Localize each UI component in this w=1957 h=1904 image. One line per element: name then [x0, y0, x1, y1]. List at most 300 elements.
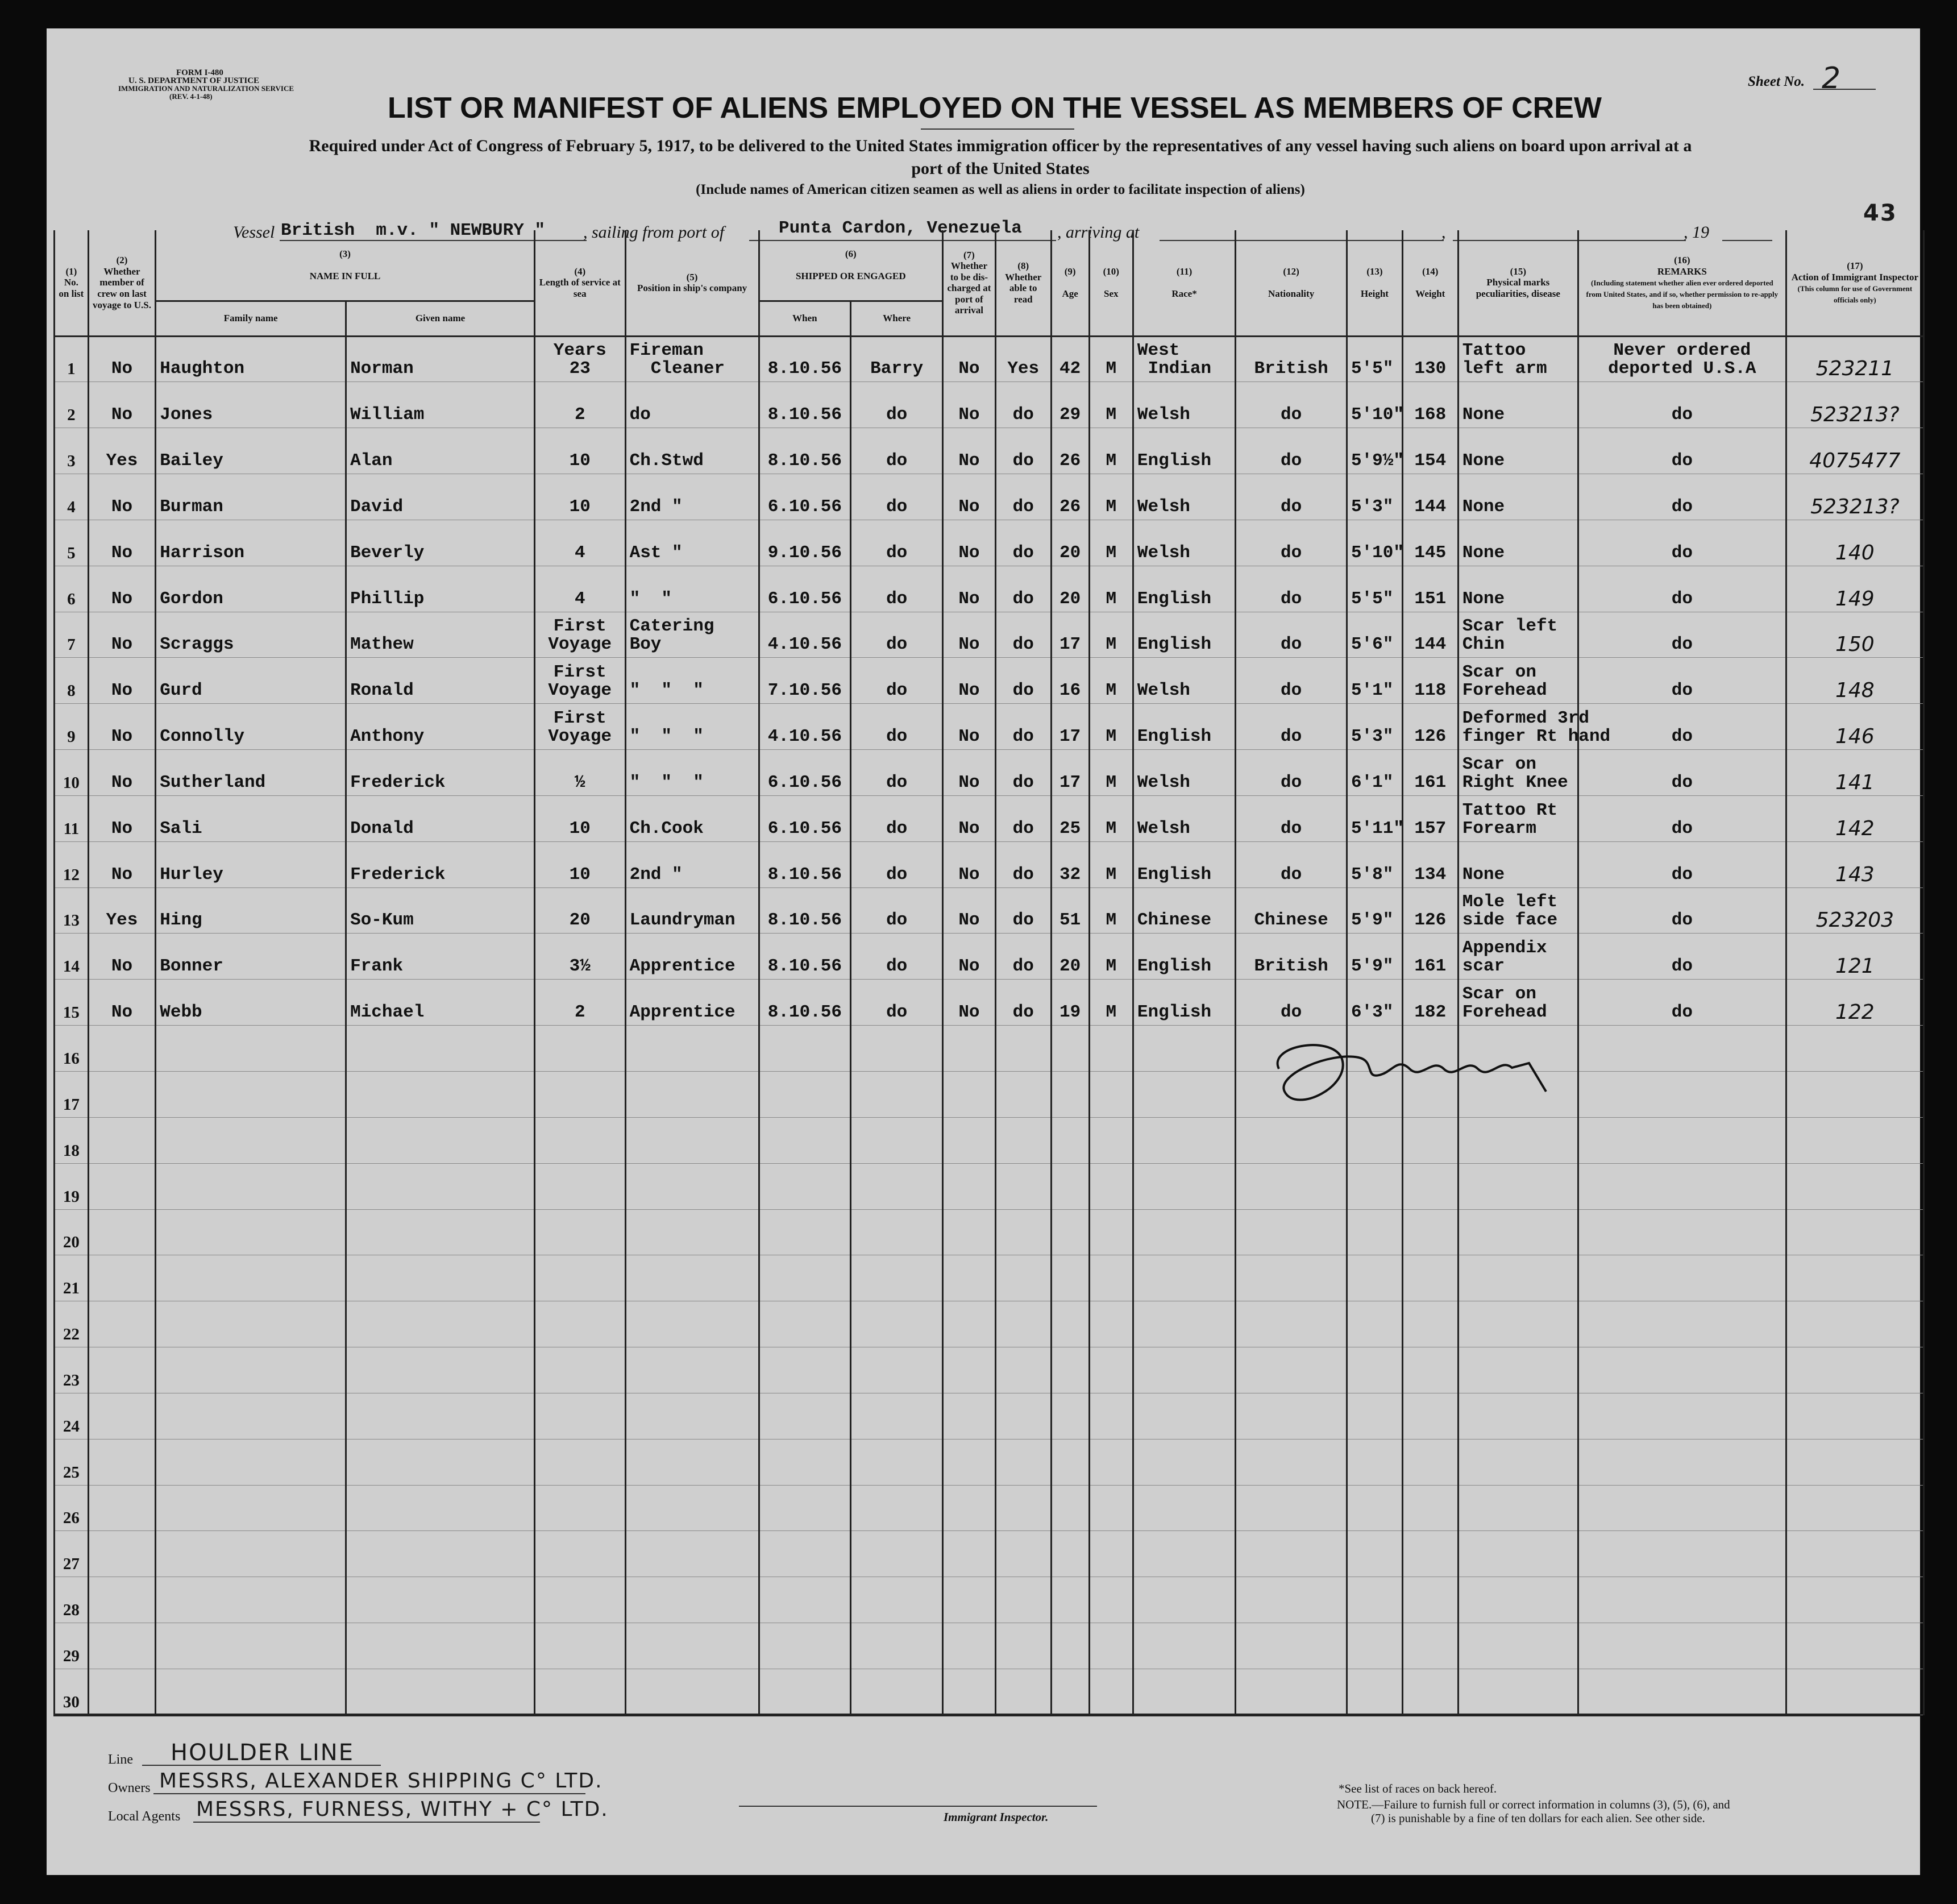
empty-cell	[851, 1531, 943, 1577]
shipped-place-cell: do	[851, 980, 943, 1026]
age-cell: 19	[1051, 980, 1089, 1026]
position-cell: Ch.Stwd	[625, 428, 759, 474]
fine-note-1: NOTE.—Failure to furnish full or correct information in columns (3), (5), (6), and	[1337, 1798, 1730, 1811]
row-number: 15	[55, 980, 89, 1026]
shipped-place-cell: do	[851, 795, 943, 841]
row-number: 13	[55, 887, 89, 934]
position-cell: Fireman Cleaner	[625, 336, 759, 382]
sex-cell: M	[1089, 612, 1133, 658]
physical-marks-cell: None	[1458, 474, 1578, 520]
empty-cell	[1089, 1669, 1133, 1715]
empty-cell	[1089, 1347, 1133, 1393]
empty-cell	[534, 1301, 625, 1347]
empty-cell	[1051, 1531, 1089, 1577]
shipped-date-cell: 4.10.56	[759, 704, 851, 750]
empty-cell	[88, 1623, 155, 1669]
table-row	[55, 1072, 1924, 1118]
read-cell: do	[995, 750, 1051, 796]
shipped-place-cell: Barry	[851, 336, 943, 382]
service-cell: Years 23	[534, 336, 625, 382]
empty-cell	[1133, 1026, 1235, 1072]
empty-cell	[759, 1209, 851, 1255]
empty-cell	[1458, 1439, 1578, 1485]
table-row	[55, 1623, 1924, 1669]
discharged-cell: No	[943, 704, 996, 750]
discharged-cell: No	[943, 980, 996, 1026]
empty-cell	[1236, 1669, 1347, 1715]
row-number: 29	[55, 1623, 89, 1669]
empty-cell	[759, 1531, 851, 1577]
table-row	[55, 1347, 1924, 1393]
race-cell: Welsh	[1133, 750, 1235, 796]
empty-cell	[943, 1209, 996, 1255]
empty-cell	[1133, 1393, 1235, 1439]
weight-cell: 182	[1402, 980, 1458, 1026]
shipped-date-cell: 6.10.56	[759, 566, 851, 612]
empty-cell	[1133, 1347, 1235, 1393]
empty-cell	[534, 1577, 625, 1623]
empty-cell	[156, 1255, 346, 1301]
remarks-cell: do	[1578, 841, 1786, 887]
read-cell: do	[995, 428, 1051, 474]
title-underline	[921, 128, 1074, 130]
col-nationality-header: (12) Nationality	[1236, 230, 1347, 336]
empty-cell	[1402, 1623, 1458, 1669]
subtitle-include: (Include names of American citizen seamen as well as aliens in order to facilitate inspection of aliens)	[696, 182, 1305, 197]
empty-cell	[851, 1117, 943, 1163]
col-where-header: Where	[851, 301, 943, 336]
given-name-cell: Ronald	[346, 658, 535, 704]
shipped-date-cell: 6.10.56	[759, 474, 851, 520]
service-cell: ½	[534, 750, 625, 796]
shipped-place-cell: do	[851, 704, 943, 750]
empty-cell	[1133, 1117, 1235, 1163]
physical-marks-cell: None	[1458, 382, 1578, 428]
empty-cell	[995, 1531, 1051, 1577]
remarks-cell: do	[1578, 934, 1786, 980]
empty-cell	[625, 1577, 759, 1623]
empty-cell	[1051, 1485, 1089, 1531]
family-name-cell: Webb	[156, 980, 346, 1026]
page-mark: 43	[1863, 200, 1897, 226]
height-cell: 5'5"	[1347, 336, 1402, 382]
empty-cell	[1347, 1531, 1402, 1577]
empty-cell	[995, 1347, 1051, 1393]
row-number: 11	[55, 795, 89, 841]
empty-cell	[1347, 1209, 1402, 1255]
height-cell: 5'6"	[1347, 612, 1402, 658]
row-number: 14	[55, 934, 89, 980]
department: U. S. DEPARTMENT OF JUSTICE	[128, 76, 260, 85]
empty-cell	[1786, 1026, 1923, 1072]
nationality-cell: do	[1236, 520, 1347, 566]
table-row	[55, 428, 1924, 474]
age-cell: 20	[1051, 520, 1089, 566]
table-row	[55, 1577, 1924, 1623]
race-cell: English	[1133, 934, 1235, 980]
year-label: , 19	[1684, 223, 1709, 242]
table-row	[55, 474, 1924, 520]
service-cell: 10	[534, 474, 625, 520]
remarks-cell: do	[1578, 980, 1786, 1026]
family-name-cell: Bonner	[156, 934, 346, 980]
empty-cell	[1236, 1393, 1347, 1439]
empty-cell	[1458, 1531, 1578, 1577]
age-cell: 51	[1051, 887, 1089, 934]
table-row	[55, 1669, 1924, 1715]
position-cell: Catering Boy	[625, 612, 759, 658]
service-cell: 4	[534, 566, 625, 612]
empty-cell	[625, 1072, 759, 1118]
race-cell: West Indian	[1133, 336, 1235, 382]
empty-cell	[1458, 1393, 1578, 1439]
empty-cell	[1051, 1669, 1089, 1715]
given-name-cell: Mathew	[346, 612, 535, 658]
empty-cell	[1051, 1117, 1089, 1163]
empty-cell	[1236, 1531, 1347, 1577]
discharged-cell: No	[943, 428, 996, 474]
table-row	[55, 841, 1924, 887]
empty-cell	[1402, 1531, 1458, 1577]
empty-cell	[1786, 1117, 1923, 1163]
empty-cell	[1089, 1117, 1133, 1163]
empty-cell	[1578, 1393, 1786, 1439]
discharged-cell: No	[943, 520, 996, 566]
physical-marks-cell: Deformed 3rd finger Rt hand	[1458, 704, 1578, 750]
sex-cell: M	[1089, 382, 1133, 428]
empty-cell	[1051, 1163, 1089, 1209]
empty-cell	[88, 1209, 155, 1255]
empty-cell	[1051, 1577, 1089, 1623]
empty-cell	[625, 1623, 759, 1669]
family-name-cell: Hurley	[156, 841, 346, 887]
height-cell: 5'1"	[1347, 658, 1402, 704]
nationality-cell: do	[1236, 750, 1347, 796]
empty-cell	[346, 1577, 535, 1623]
weight-cell: 118	[1402, 658, 1458, 704]
row-number: 27	[55, 1531, 89, 1577]
inspector-action-cell: 143	[1786, 841, 1923, 887]
physical-marks-cell: Scar left Chin	[1458, 612, 1578, 658]
empty-cell	[625, 1669, 759, 1715]
empty-cell	[1458, 1669, 1578, 1715]
height-cell: 5'9"	[1347, 887, 1402, 934]
empty-cell	[1089, 1485, 1133, 1531]
row-number: 25	[55, 1439, 89, 1485]
empty-cell	[1347, 1485, 1402, 1531]
table-row	[55, 1439, 1924, 1485]
table-row	[55, 520, 1924, 566]
service-cell: First Voyage	[534, 704, 625, 750]
empty-cell	[1402, 1255, 1458, 1301]
sailing-port: Punta Cardon, Venezuela	[779, 218, 1022, 238]
empty-cell	[346, 1117, 535, 1163]
weight-cell: 151	[1402, 566, 1458, 612]
read-cell: do	[995, 887, 1051, 934]
empty-cell	[851, 1209, 943, 1255]
nationality-cell: do	[1236, 428, 1347, 474]
empty-cell	[1578, 1209, 1786, 1255]
age-cell: 32	[1051, 841, 1089, 887]
table-row	[55, 1393, 1924, 1439]
empty-cell	[1133, 1669, 1235, 1715]
empty-cell	[943, 1072, 996, 1118]
inspector-action-cell: 141	[1786, 750, 1923, 796]
empty-cell	[1458, 1623, 1578, 1669]
empty-cell	[156, 1393, 346, 1439]
sex-cell: M	[1089, 428, 1133, 474]
table-row	[55, 980, 1924, 1026]
service-cell: 4	[534, 520, 625, 566]
height-cell: 5'10"	[1347, 382, 1402, 428]
table-row	[55, 382, 1924, 428]
read-cell: Yes	[995, 336, 1051, 382]
empty-cell	[759, 1485, 851, 1531]
given-name-cell: Michael	[346, 980, 535, 1026]
crew-table	[53, 230, 1925, 1715]
empty-cell	[995, 1026, 1051, 1072]
empty-cell	[759, 1577, 851, 1623]
empty-cell	[1051, 1255, 1089, 1301]
empty-cell	[88, 1669, 155, 1715]
empty-cell	[1458, 1255, 1578, 1301]
remarks-cell: Never ordered deported U.S.A	[1578, 336, 1786, 382]
empty-cell	[995, 1577, 1051, 1623]
inspector-action-cell: 523203	[1786, 887, 1923, 934]
empty-cell	[1402, 1669, 1458, 1715]
empty-cell	[1133, 1163, 1235, 1209]
remarks-cell: do	[1578, 612, 1786, 658]
empty-cell	[1786, 1255, 1923, 1301]
inspector-action-cell: 121	[1786, 934, 1923, 980]
table-row	[55, 566, 1924, 612]
empty-cell	[851, 1255, 943, 1301]
agents-value: MESSRS, FURNESS, WITHY + C° LTD.	[196, 1798, 609, 1821]
empty-cell	[346, 1623, 535, 1669]
weight-cell: 157	[1402, 795, 1458, 841]
physical-marks-cell: None	[1458, 428, 1578, 474]
shipped-place-cell: do	[851, 934, 943, 980]
empty-cell	[625, 1485, 759, 1531]
read-cell: do	[995, 520, 1051, 566]
empty-cell	[1578, 1531, 1786, 1577]
given-name-cell: Phillip	[346, 566, 535, 612]
empty-cell	[346, 1209, 535, 1255]
shipped-place-cell: do	[851, 841, 943, 887]
empty-cell	[1402, 1393, 1458, 1439]
empty-cell	[851, 1301, 943, 1347]
family-name-cell: Haughton	[156, 336, 346, 382]
empty-cell	[1458, 1117, 1578, 1163]
empty-cell	[1402, 1301, 1458, 1347]
inspector-label: Immigrant Inspector.	[944, 1810, 1049, 1824]
empty-cell	[1347, 1623, 1402, 1669]
position-cell: do	[625, 382, 759, 428]
shipped-place-cell: do	[851, 887, 943, 934]
service-cell: First Voyage	[534, 658, 625, 704]
empty-cell	[1578, 1623, 1786, 1669]
col-age-header: (9) Age	[1051, 230, 1089, 336]
position-cell: " "	[625, 566, 759, 612]
last-voyage-cell: No	[88, 382, 155, 428]
row-number: 7	[55, 612, 89, 658]
empty-cell	[156, 1209, 346, 1255]
service-cell: 20	[534, 887, 625, 934]
height-cell: 6'1"	[1347, 750, 1402, 796]
empty-cell	[943, 1026, 996, 1072]
col-when-header: When	[759, 301, 851, 336]
discharged-cell: No	[943, 658, 996, 704]
service: IMMIGRATION AND NATURALIZATION SERVICE	[118, 84, 294, 93]
empty-cell	[1578, 1072, 1786, 1118]
age-cell: 25	[1051, 795, 1089, 841]
row-number: 6	[55, 566, 89, 612]
empty-cell	[1133, 1255, 1235, 1301]
empty-cell	[995, 1393, 1051, 1439]
family-name-cell: Scraggs	[156, 612, 346, 658]
service-cell: 10	[534, 841, 625, 887]
shipped-date-cell: 8.10.56	[759, 934, 851, 980]
empty-cell	[1133, 1072, 1235, 1118]
table-row	[55, 1485, 1924, 1531]
empty-cell	[1786, 1485, 1923, 1531]
physical-marks-cell: Tattoo left arm	[1458, 336, 1578, 382]
col-marks-header: (15) Physical marks peculiarities, disease	[1458, 230, 1578, 336]
empty-cell	[534, 1531, 625, 1577]
remarks-cell: do	[1578, 382, 1786, 428]
empty-cell	[625, 1531, 759, 1577]
empty-cell	[851, 1347, 943, 1393]
family-name-cell: Sali	[156, 795, 346, 841]
empty-cell	[156, 1301, 346, 1347]
empty-cell	[1786, 1531, 1923, 1577]
weight-cell: 154	[1402, 428, 1458, 474]
empty-cell	[1578, 1117, 1786, 1163]
last-voyage-cell: No	[88, 841, 155, 887]
empty-cell	[995, 1117, 1051, 1163]
empty-cell	[534, 1209, 625, 1255]
empty-cell	[534, 1393, 625, 1439]
col-discharged-header: (7) Whether to be dis-charged at port of arrival	[943, 230, 996, 336]
empty-cell	[943, 1531, 996, 1577]
empty-cell	[995, 1072, 1051, 1118]
given-name-cell: Donald	[346, 795, 535, 841]
read-cell: do	[995, 934, 1051, 980]
remarks-cell: do	[1578, 658, 1786, 704]
nationality-cell: British	[1236, 934, 1347, 980]
empty-cell	[156, 1347, 346, 1393]
row-number: 21	[55, 1255, 89, 1301]
empty-cell	[1051, 1347, 1089, 1393]
given-name-cell: Frederick	[346, 750, 535, 796]
empty-cell	[1786, 1577, 1923, 1623]
table-row	[55, 1163, 1924, 1209]
given-name-cell: Anthony	[346, 704, 535, 750]
empty-cell	[88, 1577, 155, 1623]
sex-cell: M	[1089, 841, 1133, 887]
owners-field-rule	[153, 1793, 585, 1794]
empty-cell	[1786, 1072, 1923, 1118]
shipped-date-cell: 6.10.56	[759, 750, 851, 796]
shipped-date-cell: 7.10.56	[759, 658, 851, 704]
age-cell: 26	[1051, 474, 1089, 520]
discharged-cell: No	[943, 934, 996, 980]
last-voyage-cell: No	[88, 980, 155, 1026]
read-cell: do	[995, 795, 1051, 841]
given-name-cell: Alan	[346, 428, 535, 474]
empty-cell	[156, 1026, 346, 1072]
shipped-date-cell: 8.10.56	[759, 428, 851, 474]
empty-cell	[943, 1255, 996, 1301]
shipped-date-cell: 8.10.56	[759, 336, 851, 382]
empty-cell	[1089, 1301, 1133, 1347]
row-number: 20	[55, 1209, 89, 1255]
line-label: Line	[108, 1752, 133, 1767]
table-row	[55, 1209, 1924, 1255]
empty-cell	[1133, 1485, 1235, 1531]
empty-cell	[1786, 1209, 1923, 1255]
position-cell: Laundryman	[625, 887, 759, 934]
family-name-cell: Sutherland	[156, 750, 346, 796]
sex-cell: M	[1089, 887, 1133, 934]
row-number: 28	[55, 1577, 89, 1623]
empty-cell	[1089, 1393, 1133, 1439]
empty-cell	[851, 1072, 943, 1118]
col-name-header: (3) NAME IN FULL	[156, 230, 535, 301]
sex-cell: M	[1089, 704, 1133, 750]
crew-rows	[55, 336, 1924, 1715]
row-number: 24	[55, 1393, 89, 1439]
read-cell: do	[995, 704, 1051, 750]
race-cell: English	[1133, 704, 1235, 750]
inspector-action-cell: 142	[1786, 795, 1923, 841]
position-cell: Ch.Cook	[625, 795, 759, 841]
weight-cell: 168	[1402, 382, 1458, 428]
col-weight-header: (14) Weight	[1402, 230, 1458, 336]
vessel-name: British m.v. " NEWBURY "	[281, 221, 546, 240]
empty-cell	[995, 1439, 1051, 1485]
empty-cell	[759, 1623, 851, 1669]
empty-cell	[759, 1255, 851, 1301]
remarks-cell: do	[1578, 887, 1786, 934]
empty-cell	[1402, 1163, 1458, 1209]
last-voyage-cell: No	[88, 934, 155, 980]
position-cell: " " "	[625, 750, 759, 796]
empty-cell	[346, 1439, 535, 1485]
table-row	[55, 336, 1924, 382]
empty-cell	[1089, 1072, 1133, 1118]
empty-cell	[625, 1209, 759, 1255]
nationality-cell: do	[1236, 566, 1347, 612]
empty-cell	[625, 1163, 759, 1209]
race-cell: Welsh	[1133, 474, 1235, 520]
empty-cell	[1578, 1485, 1786, 1531]
empty-cell	[88, 1163, 155, 1209]
empty-cell	[1347, 1439, 1402, 1485]
race-cell: English	[1133, 566, 1235, 612]
weight-cell: 126	[1402, 887, 1458, 934]
height-cell: 5'9½"	[1347, 428, 1402, 474]
empty-cell	[759, 1393, 851, 1439]
position-cell: 2nd "	[625, 474, 759, 520]
service-cell: First Voyage	[534, 612, 625, 658]
col-no-header: (1) No. on list	[55, 230, 89, 336]
inspector-action-cell: 523211	[1786, 336, 1923, 382]
position-cell: Ast "	[625, 520, 759, 566]
physical-marks-cell: None	[1458, 841, 1578, 887]
empty-cell	[851, 1439, 943, 1485]
empty-cell	[156, 1072, 346, 1118]
